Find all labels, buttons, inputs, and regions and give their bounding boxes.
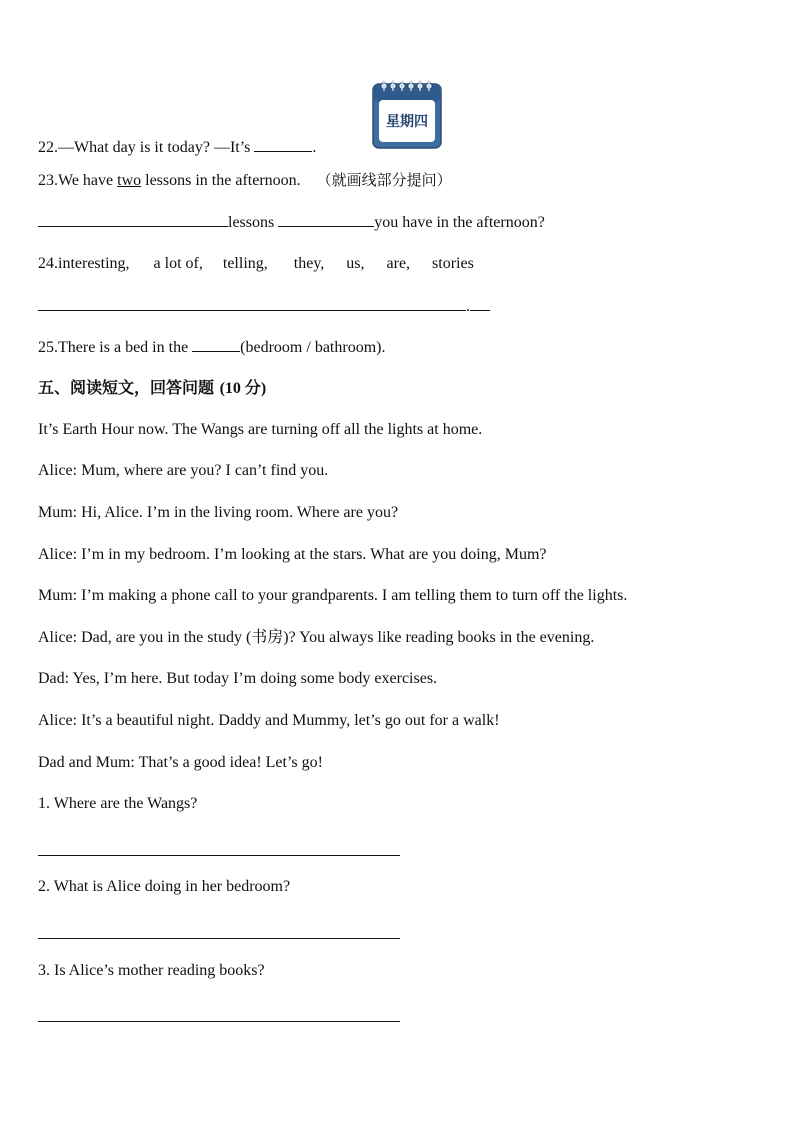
comprehension-question-2: 2. What is Alice doing in her bedroom?: [38, 878, 291, 895]
question-22-blank[interactable]: [254, 137, 312, 152]
question-24-number: 24.: [38, 255, 58, 272]
question-23-text-before: We have: [58, 172, 118, 189]
answer-line-2[interactable]: [38, 938, 400, 939]
section-5-heading: [38, 378, 266, 399]
passage-line: It’s Earth Hour now. The Wangs are turning off all the lights at home.: [38, 421, 483, 438]
comprehension-question-1: 1. Where are the Wangs?: [38, 795, 198, 812]
question-23-blank-1[interactable]: [38, 212, 228, 227]
question-24-word: they,: [293, 255, 325, 272]
question-24-blank[interactable]: [38, 296, 466, 311]
passage-line: Dad and Mum: That’s a good idea! Let’s go!: [38, 754, 323, 771]
question-22-text: —What day is it today? —It’s: [58, 139, 255, 156]
question-24-word: interesting,: [58, 255, 130, 272]
calendar-thursday-image: [371, 78, 443, 150]
passage-line: Dad: Yes, I’m here. But today I’m doing some body exercises.: [38, 670, 438, 687]
passage-line: Mum: Hi, Alice. I’m in the living room. Where are you?: [38, 504, 399, 521]
question-25-text-after: (bedroom / bathroom).: [240, 339, 386, 356]
question-24-word: us,: [346, 255, 365, 272]
question-22: [38, 137, 316, 158]
question-22-number: 22.: [38, 139, 58, 156]
passage-line: Alice: Dad, are you in the study (书房)? You always like reading books in the evening.: [38, 629, 595, 646]
passage-line: Alice: Mum, where are you? I can’t find you.: [38, 462, 329, 479]
question-23-blank-2[interactable]: [278, 212, 374, 227]
passage-line: Mum: I’m making a phone call to your grandparents. I am telling them to turn off the lights.: [38, 587, 628, 604]
question-24-word: a lot of,: [153, 255, 203, 272]
question-23-answer: [38, 212, 545, 233]
question-22-period: .: [312, 139, 317, 156]
question-23-part3: you have in the afternoon?: [374, 214, 545, 231]
question-24-word: telling,: [222, 255, 268, 272]
question-25: [38, 337, 385, 358]
question-23-hint: （就画线部分提问）: [316, 171, 452, 189]
question-24-word: stories: [432, 255, 474, 272]
question-23-underlined-word: two: [117, 172, 142, 189]
section-5-title: 五、阅读短文，回答问题: [38, 378, 215, 397]
question-23-text-after: lessons in the afternoon.: [141, 172, 301, 189]
question-25-number: 25.: [38, 339, 58, 356]
question-23-number: 23.: [38, 172, 58, 189]
section-5-score: (10 分): [219, 380, 267, 397]
question-25-text-before: There is a bed in the: [58, 339, 193, 356]
passage-line: Alice: I’m in my bedroom. I’m looking at the stars. What are you doing, Mum?: [38, 546, 547, 563]
question-23: [38, 170, 452, 191]
answer-line-3[interactable]: [38, 1021, 400, 1022]
question-24-blank-tail: [470, 296, 490, 311]
question-25-blank[interactable]: [192, 337, 240, 352]
question-24-period: .: [466, 298, 470, 315]
answer-line-1[interactable]: [38, 855, 400, 856]
comprehension-question-3: 3. Is Alice’s mother reading books?: [38, 962, 265, 979]
question-24-answer: [38, 296, 490, 317]
question-23-part2: lessons: [228, 214, 279, 231]
question-24: [38, 254, 474, 274]
passage-line: Alice: It’s a beautiful night. Daddy and Mummy, let’s go out for a walk!: [38, 712, 500, 729]
question-24-word: are,: [386, 255, 411, 272]
calendar-label: 星期四: [386, 114, 428, 130]
